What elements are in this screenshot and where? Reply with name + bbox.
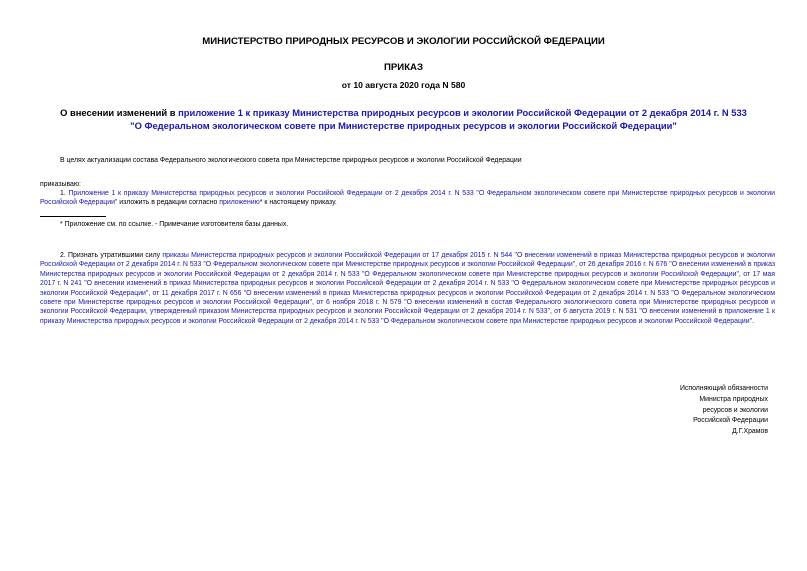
intro-paragraph: В целях актуализации состава Федерального экологического совета при Министерстве природных ресурсов и экологии Российской Федерации: [60, 157, 522, 164]
document-date-number: от 10 августа 2020 года N 580: [341, 80, 466, 90]
footnote-text: * Приложение см. по ссылке. - Примечание изготовителя базы данных.: [60, 221, 289, 228]
item-1-appendix-link[interactable]: приложению: [219, 199, 260, 207]
signature-name: Д.Г.Храмов: [732, 428, 768, 436]
signature-line-3: ресурсов и экологии: [702, 406, 768, 414]
item-1-link[interactable]: Приложение 1 к приказу Министерства природных ресурсов и экологии Российской Федерации от 2 декабря 2014 г. N 533 "О Федеральном экологическом совете при Министерстве природных ресурсов и экологии Российской Федерации": [40, 190, 775, 207]
title-link[interactable]: приложение 1 к приказу Министерства природных ресурсов и экологии Российской Федерации от 2 декабря 2014 г. N 533 "О Федеральном экологическом совете при Министерстве природных ресурсов и экологии Российской Федерации": [130, 107, 747, 131]
item-2-link[interactable]: приказы Министерства природных ресурсов и экологии Российской Федерации от 17 декабря 2015 г. N 544 "О внесении изменений в приказ Министерства природных ресурсов и экологии Российской Федерации от 2 декабря 2014 г. N 533 "О Федеральном экологическом совете при Министерстве природных ресурсов и экологии Российской Федерации", от 26 декабря 2016 г. N 676 "О внесении изменений в приказ Министерства природных ресурсов и экологии Российской Федерации от 2 декабря 2014 г. N 533 "О Федеральном экологическом совете при Министерстве природных ресурсов и экологии Российской Федерации", от 17 мая 2017 г. N 241 "О внесении изменений в приказ Министерства природных ресурсов и экологии Российской Федерации от 2 декабря 2014 г. N 533 "О Федеральном экологическом совете при Министерстве природных ресурсов и экологии Российской Федерации", от 11 декабря 2017 г. N 656 "О внесении изменений в приказ Министерства природных ресурсов и экологии Российской Федерации от 2 декабря 2014 г. N 533 "О Федеральном экологическом совете при Министерстве природных ресурсов и экологии Российской Федерации", от 6 ноября 2018 г. N 579 "О внесении изменений в состав Федерального экологического совета при Министерстве природных ресурсов и экологии Российской Федерации, утвержденный приказом Министерства природных ресурсов и экологии Российской Федерации от 2 декабря 2014 г. N 533", от 6 августа 2019 г. N 531 "О внесении изменений в приложение 1 к приказу Министерства природных ресурсов и экологии Российской Федерации от 2 декабря 2014 г. N 533 "О Федеральном экологическом совете при Министерстве природных ресурсов и экологии Российской Федерации": [40, 252, 776, 325]
item-1-number: 1.: [60, 190, 69, 197]
document-type: ПРИКАЗ: [384, 62, 423, 73]
item-1-suffix: * к настоящему приказу.: [259, 199, 337, 207]
title-prefix: О внесении изменений в: [60, 107, 179, 118]
signature-line-2: Министра природных: [699, 395, 768, 403]
document-title: [60, 106, 747, 132]
item-2-paragraph: [40, 251, 775, 326]
signature-line-1: Исполняющий обязанности: [679, 385, 768, 392]
item-2-prefix: 2. Признать утратившими силу: [60, 252, 163, 259]
signature-block: [600, 384, 768, 438]
item-1-paragraph: [40, 189, 775, 208]
item-1-middle: изложить в редакции согласно: [117, 199, 220, 207]
footnote-divider: [40, 216, 106, 217]
signature-line-4: Российской Федерации: [693, 417, 768, 425]
ministry-header: МИНИСТЕРСТВО ПРИРОДНЫХ РЕСУРСОВ И ЭКОЛОГИИ РОССИЙСКОЙ ФЕДЕРАЦИИ: [202, 36, 605, 47]
item-2-suffix: .: [752, 317, 754, 325]
prikazyvayu-text: приказываю:: [40, 181, 81, 188]
